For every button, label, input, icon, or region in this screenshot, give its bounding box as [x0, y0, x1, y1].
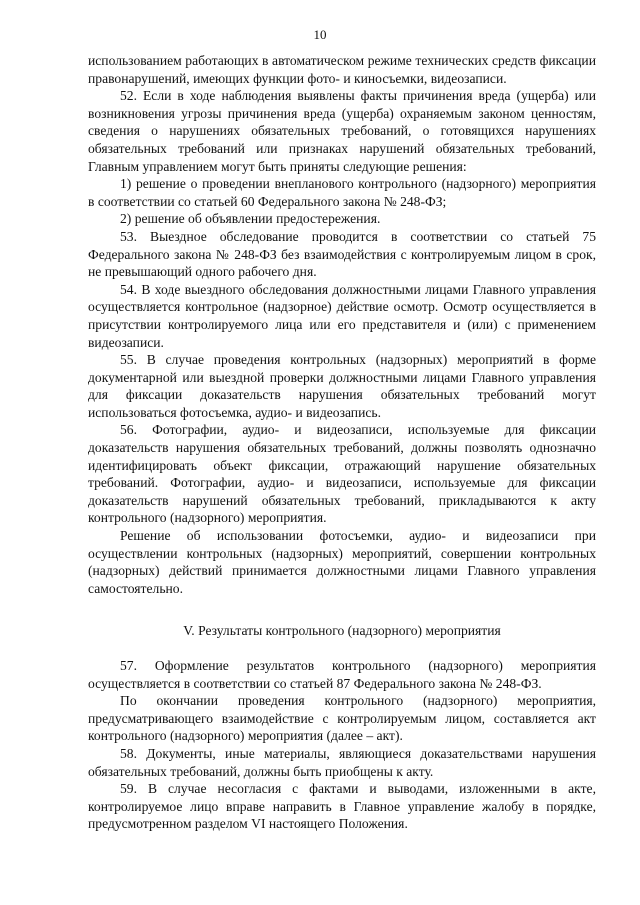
paragraph-52-item-2: 2) решение об объявлении предостережения. — [120, 211, 381, 227]
document-body — [88, 52, 596, 833]
paragraph-continuation: использованием работающих в автоматическом режиме технических средств фиксации правонарушений, имеющих функции фото- и киносъемки, видеозаписи. — [88, 53, 596, 86]
paragraph-54: 54. В ходе выездного обследования должностными лицами Главного управления осуществляется контрольное (надзорное) действие осмотр. Осмотр осуществляется в присутствии контролируемого лица или его представителя и (или) с применением видеозаписи. — [88, 281, 596, 350]
paragraph-53: 53. Выездное обследование проводится в соответствии со статьей 75 Федерального закона № 248-ФЗ без взаимодействия с контролируемым лицом в срок, не превышающий одного рабочего дня. — [88, 228, 596, 280]
paragraph-58: 58. Документы, иные материалы, являющиеся доказательствами нарушения обязательных требований, должны быть приобщены к акту. — [88, 745, 596, 779]
paragraph-52: 52. Если в ходе наблюдения выявлены факты причинения вреда (ущерба) или возникновения угрозы причинения вреда (ущерба) охраняемым законом ценностям, сведения о нарушениях обязательных требований, о готовящихся нарушениях обязательных требований или признаках нарушений обязательных требований, Главным управлением могут быть приняты следующие решения: — [88, 88, 596, 174]
paragraph-52-item-1: 1) решение о проведении внепланового контрольного (надзорного) мероприятия в соответствии со статьей 60 Федерального закона № 248-ФЗ; — [88, 176, 596, 209]
paragraph-56-decision: Решение об использовании фотосъемки, аудио- и видеозаписи при осуществлении контрольных (надзорных) мероприятий, совершении контрольных (надзорных) действий принимается должностными лицами Главного управления самостоятельно. — [88, 528, 596, 596]
paragraph-59: 59. В случае несогласия с фактами и выводами, изложенными в акте, контролируемое лицо вправе направить в Главное управление жалобу в порядке, предусмотренном разделом VI настоящего Положения. — [88, 781, 596, 832]
paragraph-57-act: По окончании проведения контрольного (надзорного) мероприятия, предусматривающего взаимодействие с контролируемым лицом, составляется акт контрольного (надзорного) мероприятия (далее – акт). — [88, 693, 596, 744]
section-heading: V. Результаты контрольного (надзорного) мероприятия — [183, 623, 501, 639]
paragraph-56: 56. Фотографии, аудио- и видеозаписи, используемые для фиксации доказательств нарушения обязательных требований, должны позволять однозначно идентифицировать объект фиксации, отражающий нарушение обязательных требований. Фотографии, аудио- и видеозаписи, используемые для фиксации доказательств нарушений обязательных требований, прикладываются к акту контрольного (надзорного) мероприятия. — [88, 422, 596, 526]
paragraph-57: 57. Оформление результатов контрольного (надзорного) мероприятия осуществляется в соответствии со статьей 87 Федерального закона № 248-ФЗ. — [88, 658, 596, 691]
paragraph-55: 55. В случае проведения контрольных (надзорных) мероприятий в форме документарной или выездной проверки должностными лицами Главного управления для фиксации доказательств нарушения обязательных требований могут использоваться фотосъемка, аудио- и видеозапись. — [88, 352, 596, 420]
page-number: 10 — [313, 27, 327, 42]
